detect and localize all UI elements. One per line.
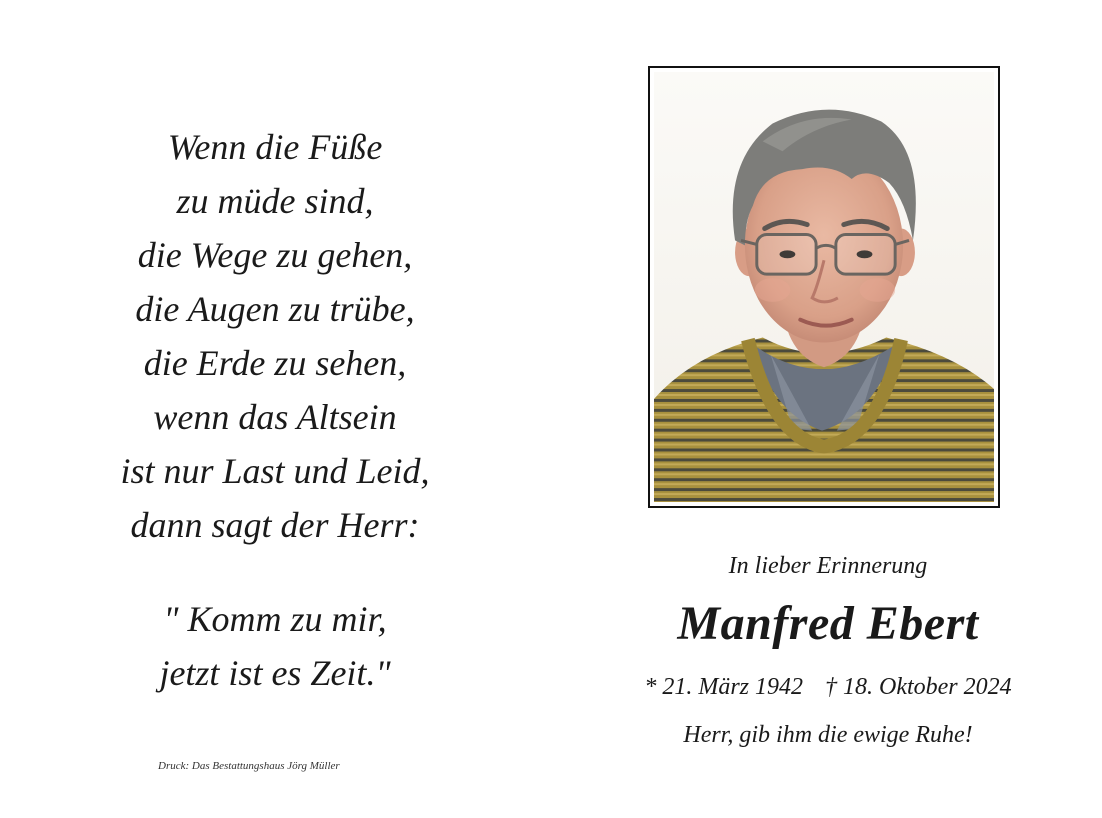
quote-line: jetzt ist es Zeit.": [159, 653, 391, 693]
deceased-name: Manfred Ebert: [677, 597, 979, 650]
printer-credit: Druck: Das Bestattungshaus Jörg Müller: [158, 760, 340, 772]
poem-line: dann sagt der Herr:: [130, 505, 420, 545]
memorial-intro: In lieber Erinnerung: [728, 553, 928, 579]
poem-line: die Wege zu gehen,: [137, 235, 413, 275]
poem-line: die Augen zu trübe,: [135, 289, 415, 329]
life-dates: [600, 674, 1056, 701]
poem-stanza: [60, 120, 490, 552]
portrait-photo: [654, 72, 994, 502]
quote-line: " Komm zu mir,: [163, 599, 387, 639]
birth-date: * 21. März 1942: [644, 674, 803, 700]
poem-line: die Erde zu sehen,: [143, 343, 407, 383]
death-date: † 18. Oktober 2024: [825, 674, 1012, 700]
poem-line: wenn das Altsein: [153, 397, 397, 437]
blessing-text: Herr, gib ihm die ewige Ruhe!: [683, 722, 973, 748]
poem-line: zu müde sind,: [176, 181, 374, 221]
poem-line: Wenn die Füße: [167, 127, 383, 167]
portrait-frame: [648, 66, 1000, 508]
poem-panel: [60, 120, 490, 700]
poem-line: ist nur Last und Leid,: [120, 451, 430, 491]
poem-quote: [60, 592, 490, 700]
